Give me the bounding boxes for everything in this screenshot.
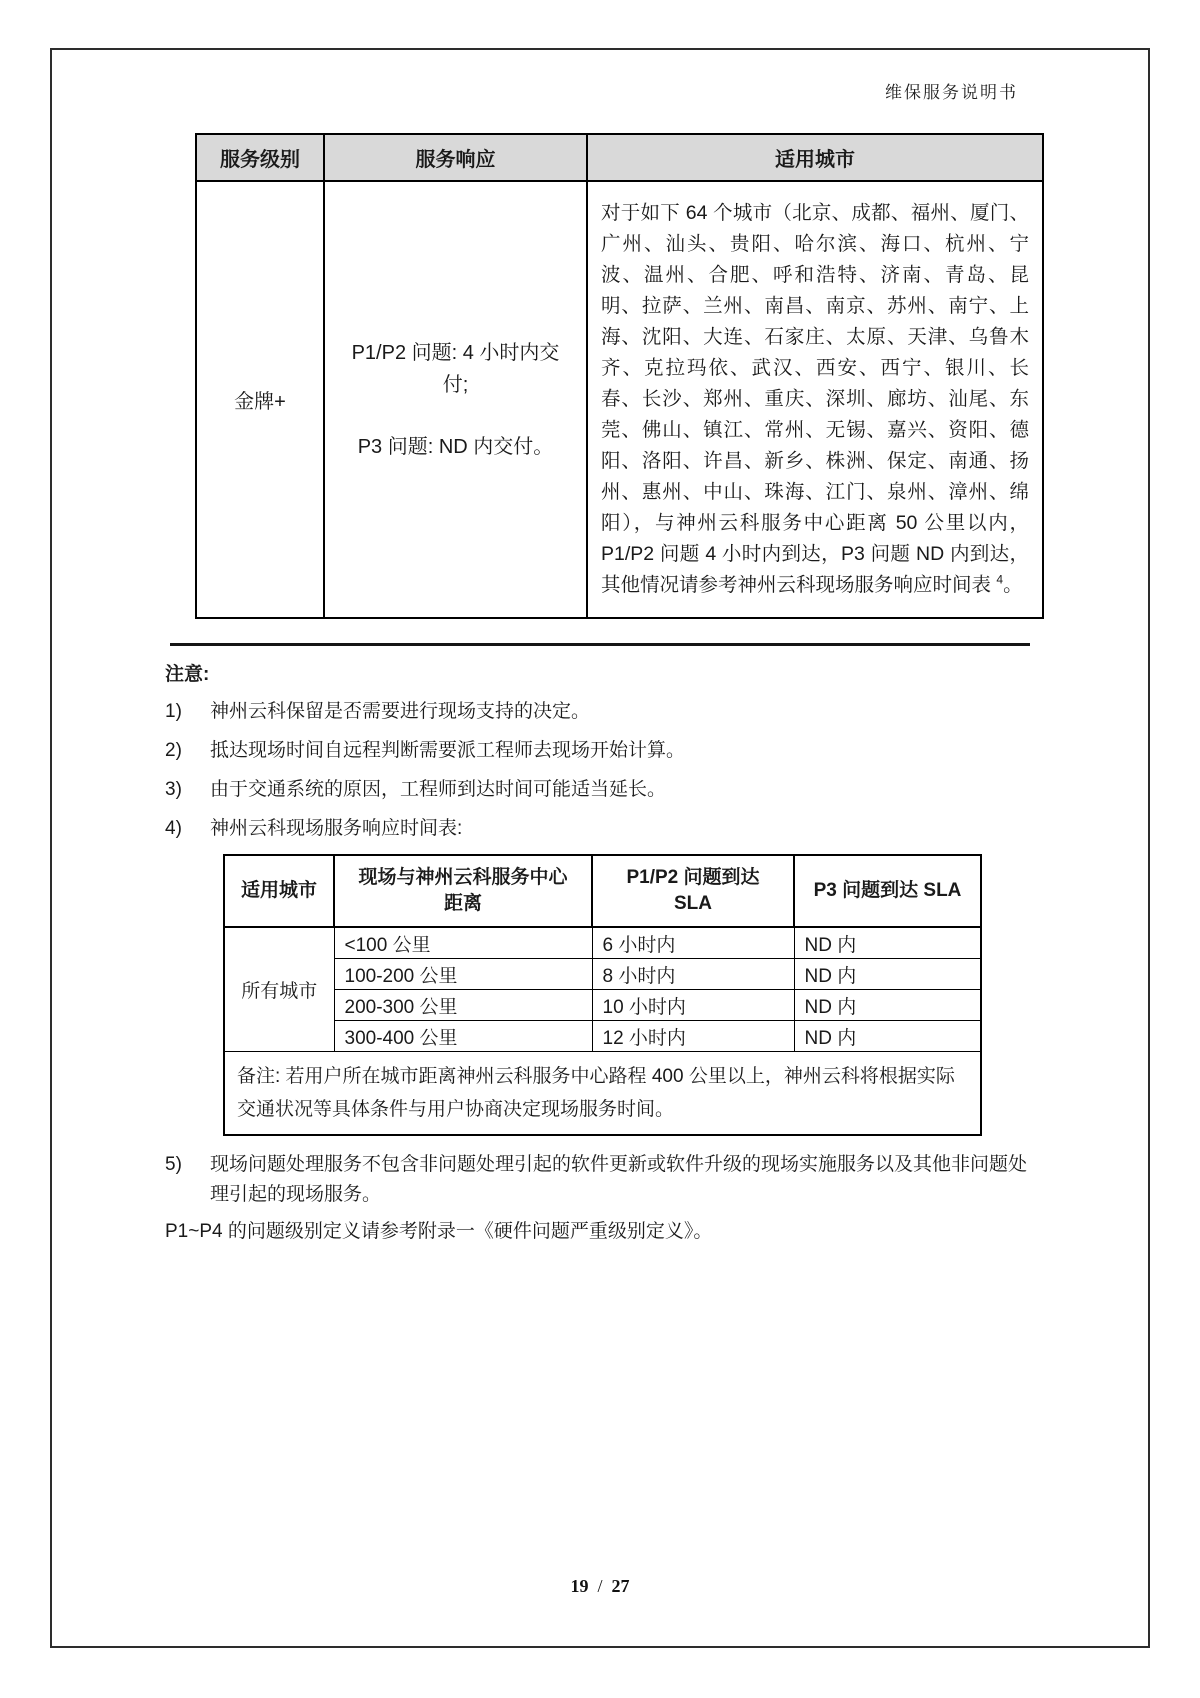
table-row — [224, 959, 981, 990]
t2-remark-cell: 备注: 若用户所在城市距离神州云科服务中心路程 400 公里以上，神州云科将根据实际交通状况等具体条件与用户协商决定现场服务时间。 — [224, 1052, 981, 1136]
cities-paragraph-tail: 。 — [1003, 574, 1023, 596]
note-item-number: 1) — [165, 701, 182, 722]
notes-heading: 注意: — [165, 664, 210, 685]
t2-cell-distance: 300-400 公里 — [334, 1021, 592, 1052]
cities-paragraph: 对于如下 64 个城市（北京、成都、福州、厦门、广州、汕头、贵阳、哈尔滨、海口、杭州、宁波、温州、合肥、呼和浩特、济南、青岛、昆明、拉萨、兰州、南昌、南京、苏州、南宁、上海、沈阳、大连、石家庄、太原、天津、乌鲁木齐、克拉玛依、武汉、西安、西宁、银川、长春、长沙、郑州、重庆、深圳、廊坊、汕尾、东莞、佛山、镇江、常州、无锡、嘉兴、资阳、德阳、洛阳、许昌、新乡、株洲、保定、南通、扬州、惠州、中山、珠海、江门、泉州、漳州、绵阳），与神州云科服务中心距离 50 公里以内，P1/P2 问题 4 小时内到达，P3 问题 ND 内到达，其他情况请参考神州云科现场服务响应时间表 — [601, 202, 1029, 596]
note-item-number: 3) — [165, 779, 182, 800]
table-row — [224, 990, 981, 1021]
t1-cell-service-response — [324, 181, 587, 618]
table-row — [224, 1052, 981, 1136]
page-number — [0, 1576, 1200, 1597]
page-number-separator: / — [597, 1576, 603, 1596]
t1-header-applicable-cities: 适用城市 — [587, 134, 1043, 181]
t1-cell-applicable-cities — [587, 181, 1043, 618]
t2-header-distance-line2: 距离 — [443, 893, 482, 914]
t2-cell-p3: ND 内 — [794, 959, 981, 990]
footnote-reference: 4 — [996, 572, 1004, 587]
note-item-number: 2) — [165, 740, 182, 761]
t2-cell-distance: 200-300 公里 — [334, 990, 592, 1021]
list-item — [165, 699, 1035, 725]
t2-cell-distance: 100-200 公里 — [334, 959, 592, 990]
t2-header-distance-line1: 现场与神州云科服务中心 — [358, 867, 568, 888]
table-row — [196, 181, 1043, 618]
t2-header-p3-sla: P3 问题到达 SLA — [794, 855, 981, 927]
section-divider — [170, 643, 1030, 646]
t2-header-applicable-cities: 适用城市 — [224, 855, 334, 927]
t2-cell-distance: <100 公里 — [334, 927, 592, 959]
response-p12-text: P1/P2 问题: 4 小时内交付; — [351, 341, 560, 396]
t2-cell-p12: 8 小时内 — [592, 959, 794, 990]
t2-header-p12-sla-line2: SLA — [674, 893, 712, 914]
service-level-table-header-row — [196, 134, 1043, 181]
t1-header-service-response: 服务响应 — [324, 134, 587, 181]
t2-cell-p12: 12 小时内 — [592, 1021, 794, 1052]
t1-cell-service-level: 金牌+ — [196, 181, 324, 618]
list-item — [165, 1150, 1035, 1210]
note-item-text: 神州云科保留是否需要进行现场支持的决定。 — [210, 701, 591, 722]
t2-cell-p3: ND 内 — [794, 1021, 981, 1052]
list-item — [165, 738, 1035, 764]
response-time-table — [223, 854, 982, 1136]
t2-cell-p3: ND 内 — [794, 990, 981, 1021]
closing-paragraph: P1~P4 的问题级别定义请参考附录一《硬件问题严重级别定义》。 — [165, 1221, 713, 1242]
table-row — [224, 1021, 981, 1052]
t2-header-distance — [334, 855, 592, 927]
note-item-number: 4) — [165, 818, 182, 839]
page-number-total: 27 — [611, 1576, 630, 1596]
document-title: 维保服务说明书 — [885, 83, 1018, 102]
page-number-current: 19 — [570, 1576, 589, 1596]
list-item — [165, 777, 1035, 803]
note-item-text: 神州云科现场服务响应时间表: — [210, 818, 463, 839]
t2-header-p12-sla — [592, 855, 794, 927]
response-time-table-header-row — [224, 855, 981, 927]
document-header — [885, 78, 1018, 103]
response-p3-text: P3 问题: ND 内交付。 — [357, 435, 554, 458]
t2-cell-city-scope: 所有城市 — [224, 927, 334, 1052]
t2-cell-p12: 6 小时内 — [592, 927, 794, 959]
t1-header-service-level: 服务级别 — [196, 134, 324, 181]
t2-header-p12-sla-line1: P1/P2 问题到达 — [626, 867, 760, 888]
note-item-text: 抵达现场时间自远程判断需要派工程师去现场开始计算。 — [210, 740, 686, 761]
note-item-text: 现场问题处理服务不包含非问题处理引起的软件更新或软件升级的现场实施服务以及其他非问题处理引起的现场服务。 — [210, 1154, 1028, 1205]
table-row — [224, 927, 981, 959]
t2-cell-p12: 10 小时内 — [592, 990, 794, 1021]
service-level-table — [195, 133, 1044, 619]
list-item — [165, 816, 1035, 842]
note-item-text: 由于交通系统的原因，工程师到达时间可能适当延长。 — [210, 779, 667, 800]
t2-cell-p3: ND 内 — [794, 927, 981, 959]
page-content — [165, 133, 1035, 1246]
note-item-number: 5) — [165, 1154, 182, 1175]
